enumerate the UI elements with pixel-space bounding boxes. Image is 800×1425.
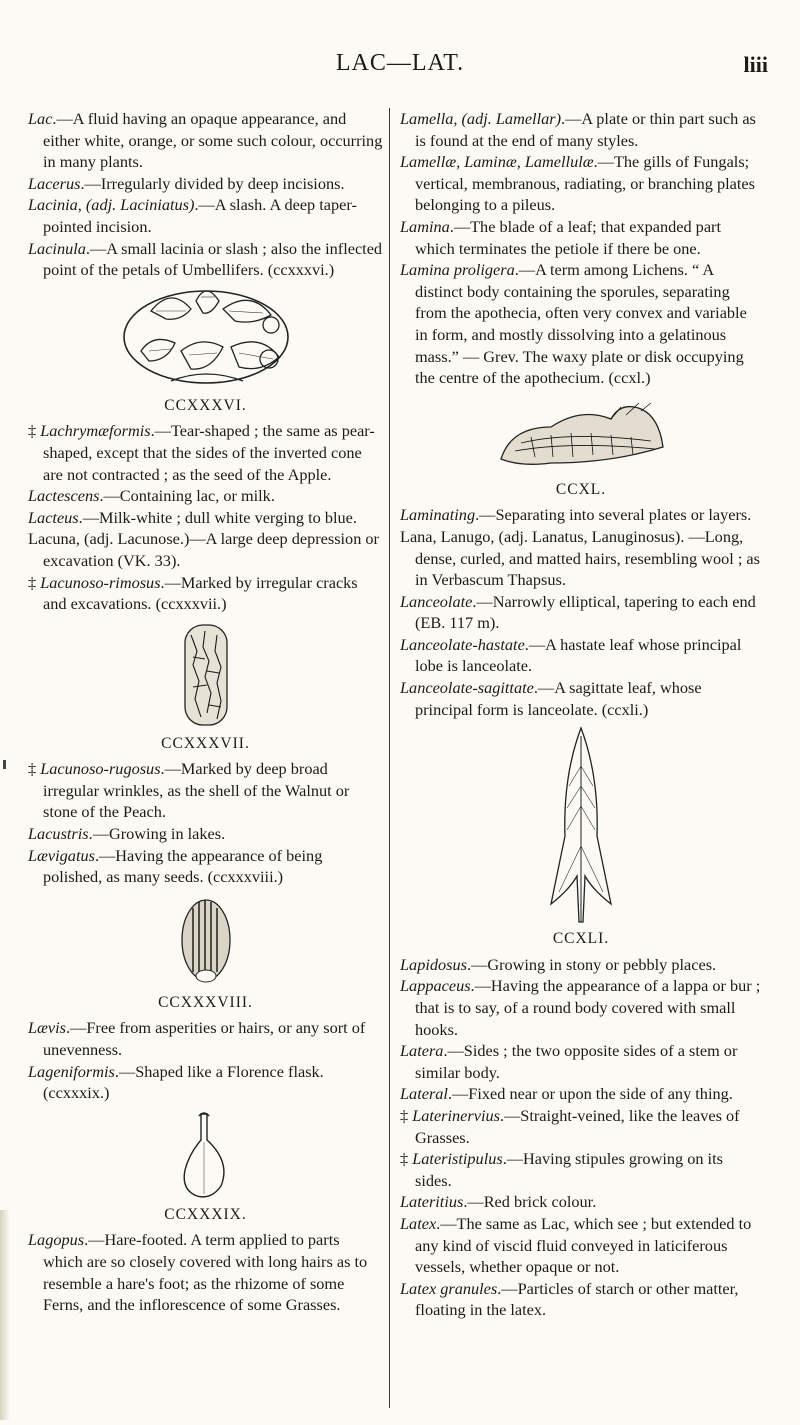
headword: Lacinia, (adj. Laciniatus) [28, 195, 195, 215]
headword: Lamella, (adj. Lamellar) [400, 109, 561, 128]
headword: Latex [400, 1213, 437, 1233]
entry-lactescens: Lactescens.—Containing lac, or milk. [28, 486, 275, 506]
entry-lateritius: Lateritius.—Red brick colour. [400, 1192, 597, 1212]
figure-caption: CCXXXVIII. [158, 993, 253, 1011]
entry-laevis: Lævis.—Free from asperities or hairs, or any sort of unevenness. [28, 1018, 366, 1060]
margin-mark [3, 760, 6, 769]
headword: Lanceolate-hastate [400, 634, 525, 654]
headword: Lacinula [28, 238, 86, 258]
headword: Lævigatus [28, 845, 95, 865]
headword: Laterinervius [412, 1106, 500, 1125]
sagittate-leaf-illustration [541, 726, 621, 926]
entry-lac: Lac.—A fluid having an opaque appearance, and either white, orange, or some such colour, occurring in many plants. [28, 109, 383, 172]
figure-ccxxxvii [28, 621, 383, 755]
polished-seed-illustration [171, 894, 241, 990]
headword: Lactescens [28, 486, 100, 506]
headword: Lachrymæformis [40, 421, 151, 441]
entry-lanceolate-sagittate: Lanceolate-sagittate.—A sagittate leaf, whose principal form is lanceolate. (ccxli.) [400, 678, 702, 719]
entry-lateristipulus: ‡ Lateristipulus.—Having stipules growing on its sides. [400, 1149, 723, 1190]
headword: Lamina proligera [400, 260, 515, 280]
entry-lacinula: Lacinula.—A small lacinia or slash ; also the inflected point of the petals of Umbellifers. (ccxxxvi.) [28, 238, 383, 280]
entry-laevigatus: Lævigatus.—Having the appearance of being polished, as many seeds. (ccxxxviii.) [28, 845, 323, 887]
figure-ccxxxviii [28, 894, 383, 1014]
figure-ccxxxvi [28, 281, 383, 417]
entry-lacunoso-rugosus: ‡ Lacunoso-rugosus.—Marked by deep broad irregular wrinkles, as the shell of the Walnut or stone of the Peach. [28, 759, 350, 822]
figure-caption: CCXL. [555, 480, 607, 498]
headword: Lageniformis [28, 1061, 115, 1081]
cracked-bark-illustration [171, 621, 241, 731]
entry-lacerus: Lacerus.—Irregularly divided by deep incisions. [28, 173, 345, 193]
headword: Lagopus [28, 1230, 85, 1250]
headword: Lappaceus [400, 976, 471, 996]
entry-lamina: Lamina.—The blade of a leaf; that expanded part which terminates the petiole if there be one. [400, 216, 721, 258]
headword: Lacunoso-rugosus [40, 759, 161, 779]
headword: Lamina [400, 216, 450, 236]
florence-flask-illustration [171, 1110, 241, 1202]
entry-lacunoso-rimosus: ‡ Lacunoso-rimosus.—Marked by irregular cracks and excavations. (ccxxxvii.) [28, 572, 358, 614]
entry-lamellae: Lamellæ, Laminæ, Lamellulæ.—The gills of Fungals; vertical, membranous, radiating, or branching plates belonging to a pileus. [400, 152, 755, 215]
entry-laterinervius: ‡ Laterinervius.—Straight-veined, like the leaves of Grasses. [400, 1106, 740, 1147]
headword: Lacteus [28, 507, 79, 527]
figure-caption: CCXXXVII. [161, 734, 250, 752]
headword: Lævis [28, 1018, 67, 1038]
headword: Lateritius [400, 1192, 464, 1212]
entry-lamina-proligera: Lamina proligera.—A term among Lichens. “ A distinct body containing the sporules, separating from the apothecia, often very convex and variable in form, and mostly dissolving into a gelatinous mass.” — Grev. The waxy plate or disk occupying the centre of the apothecium. (ccxl.) [400, 260, 747, 388]
entry-lateral: Lateral.—Fixed near or upon the side of any thing. [400, 1084, 733, 1104]
headword: Lapidosus [400, 954, 467, 974]
entry-lacuna: Lacuna, (adj. Lacunose.)—A large deep depression or excavation (VK. 33). [28, 529, 379, 570]
headword: Lacunoso-rimosus [40, 572, 161, 592]
headword: Latex granules [400, 1278, 498, 1298]
right-column [400, 108, 762, 1321]
umbellifer-petal-illustration [111, 281, 301, 393]
entry-lappaceus: Lappaceus.—Having the appearance of a lappa or bur ; that is to say, of a round body covered with small hooks. [400, 976, 761, 1039]
entry-lacteus: Lacteus.—Milk-white ; dull white verging to blue. [28, 507, 357, 527]
entry-lana: Lana, Lanugo, (adj. Lanatus, Lanuginosus). —Long, dense, curled, and matted hairs, resembling wool ; as in Verbascum Thapsus. [400, 526, 760, 590]
entry-lapidosus: Lapidosus.—Growing in stony or pebbly places. [400, 954, 717, 974]
page-header [0, 50, 800, 90]
figure-ccxxxix [28, 1110, 383, 1226]
column-divider [389, 108, 390, 1408]
headword: Lateral [400, 1084, 448, 1104]
entry-lageniformis: Lageniformis.—Shaped like a Florence flask. (ccxxxix.) [28, 1061, 324, 1103]
figure-caption: CCXLI. [552, 930, 610, 948]
entry-lachrymaeformis: ‡ Lachrymæformis.—Tear-shaped ; the same as pear-shaped, except that the sides of the inverted cone are not contracted ; as the seed of the Apple. [28, 421, 375, 484]
headword: Lac [28, 109, 53, 128]
headword: Lacustris [28, 824, 89, 844]
entry-lacustris: Lacustris.—Growing in lakes. [28, 824, 226, 844]
entry-lagopus: Lagopus.—Hare-footed. A term applied to parts which are so closely covered with long hairs as to resemble a hare's foot; as the rhizome of some Ferns, and the inflorescence of some Grasses. [28, 1230, 368, 1315]
figure-ccxli [400, 726, 762, 950]
figure-caption: CCXXXIX. [164, 1205, 247, 1223]
lichen-apothecium-illustration [491, 397, 671, 477]
page-edge-shadow [0, 1210, 10, 1420]
headword: Lanceolate-sagittate [400, 678, 534, 698]
entry-lanceolate: Lanceolate.—Narrowly elliptical, tapering to each end (EB. 117 m). [400, 591, 756, 633]
entry-latera: Latera.—Sides ; the two opposite sides of a stem or similar body. [400, 1041, 738, 1082]
left-column [28, 108, 383, 1316]
headword: Lanceolate [400, 591, 473, 611]
figure-caption: CCXXXVI. [164, 396, 247, 414]
running-head: LAC—LAT. [335, 50, 465, 76]
entry-laminating: Laminating.—Separating into several plates or layers. [400, 505, 752, 525]
headword: Lamellæ, Laminæ, Lamellulæ [400, 152, 594, 172]
headword: Latera [400, 1041, 444, 1061]
entry-lanceolate-hastate: Lanceolate-hastate.—A hastate leaf whose principal lobe is lanceolate. [400, 634, 742, 676]
entry-lamella: Lamella, (adj. Lamellar).—A plate or thin part such as is found at the end of many styles. [400, 109, 756, 150]
entry-latex-granules: Latex granules.—Particles of starch or other matter, floating in the latex. [400, 1278, 739, 1320]
figure-ccxl [400, 397, 762, 501]
entry-latex: Latex.—The same as Lac, which see ; but extended to any kind of viscid fluid conveyed in laticiferous vessels, whether opaque or not. [400, 1213, 752, 1277]
headword: Laminating [400, 505, 476, 525]
page-number: liii [743, 52, 768, 77]
headword: Lacerus [28, 173, 81, 193]
entry-lacinia: Lacinia, (adj. Laciniatus).—A slash. A deep taper-pointed incision. [28, 195, 357, 236]
headword: Lateristipulus [412, 1149, 503, 1169]
